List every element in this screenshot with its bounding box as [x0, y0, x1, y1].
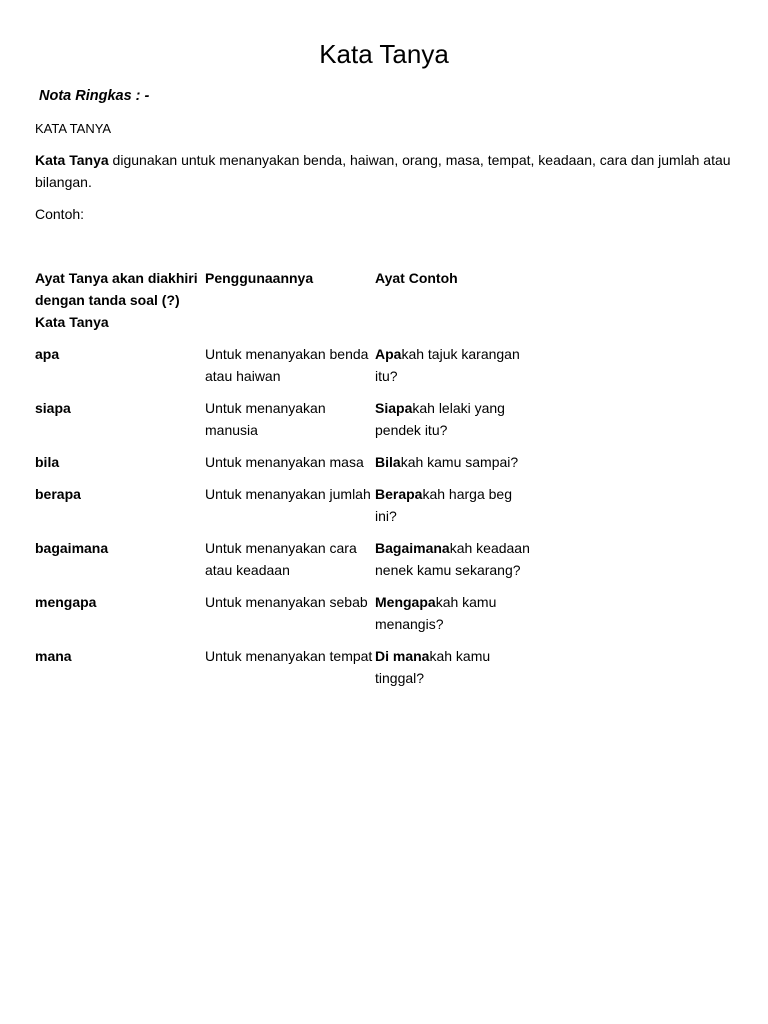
example-bold-word: Siapa	[375, 400, 413, 416]
example-cell	[375, 591, 535, 635]
table-row	[35, 343, 555, 387]
example-cell	[375, 343, 535, 387]
intro-term: Kata Tanya	[35, 152, 109, 168]
example-cell	[375, 537, 535, 581]
example-bold-word: Di mana	[375, 648, 430, 664]
usage-cell: Untuk menanyakan manusia	[205, 400, 326, 438]
table-header-row	[35, 267, 555, 333]
usage-cell: Untuk menanyakan cara atau keadaan	[205, 540, 357, 578]
table-row	[35, 537, 555, 581]
question-word-cell: mengapa	[35, 594, 97, 610]
example-cell	[375, 483, 535, 527]
table-row	[35, 483, 555, 527]
intro-text: digunakan untuk menanyakan benda, haiwan, orang, masa, tempat, keadaan, cara dan jumlah atau bilangan.	[35, 152, 731, 190]
example-rest: kah kamu menangis?	[375, 594, 497, 632]
nota-label: Nota Ringkas : -	[39, 88, 150, 104]
question-word-cell: apa	[35, 346, 60, 362]
table-row	[35, 397, 555, 441]
example-bold-word: Mengapa	[375, 594, 436, 610]
table-row	[35, 645, 555, 689]
example-cell	[375, 645, 535, 689]
usage-cell: Untuk menanyakan sebab	[205, 594, 368, 610]
example-rest: kah keadaan nenek kamu sekarang?	[375, 540, 530, 578]
example-bold-word: Bila	[375, 454, 401, 470]
example-rest: kah kamu sampai?	[400, 454, 519, 470]
usage-cell: Untuk menanyakan tempat	[205, 648, 373, 664]
usage-cell: Untuk menanyakan benda atau haiwan	[205, 346, 369, 384]
example-rest: kah lelaki yang pendek itu?	[375, 400, 505, 438]
header-col1-subtext: Kata Tanya	[35, 314, 109, 330]
section-heading: KATA TANYA	[35, 121, 112, 136]
example-cell	[375, 397, 535, 441]
example-rest: kah kamu tinggal?	[375, 648, 491, 686]
table-row	[35, 451, 555, 473]
example-cell	[375, 451, 535, 473]
usage-cell: Untuk menanyakan masa	[205, 454, 364, 470]
question-words-table	[35, 267, 555, 699]
intro-paragraph	[35, 149, 735, 193]
header-cell-usage: Penggunaannya	[205, 270, 314, 286]
usage-cell: Untuk menanyakan jumlah	[205, 486, 371, 502]
question-word-cell: bila	[35, 454, 60, 470]
header-cell-example: Ayat Contoh	[375, 270, 458, 286]
question-word-cell: mana	[35, 648, 72, 664]
question-word-cell: bagaimana	[35, 540, 109, 556]
example-rest: kah tajuk karangan itu?	[375, 346, 520, 384]
table-row	[35, 591, 555, 635]
example-label: Contoh:	[35, 206, 85, 222]
example-bold-word: Bagaimana	[375, 540, 450, 556]
header-col1-text: Ayat Tanya akan diakhiri dengan tanda soal (?)	[35, 270, 198, 308]
page-title: Kata Tanya	[319, 39, 449, 69]
example-rest: kah harga beg ini?	[375, 486, 512, 524]
question-word-cell: siapa	[35, 400, 71, 416]
example-bold-word: Apa	[375, 346, 402, 362]
header-cell-question-words	[35, 267, 205, 333]
example-bold-word: Berapa	[375, 486, 423, 502]
question-word-cell: berapa	[35, 486, 81, 502]
